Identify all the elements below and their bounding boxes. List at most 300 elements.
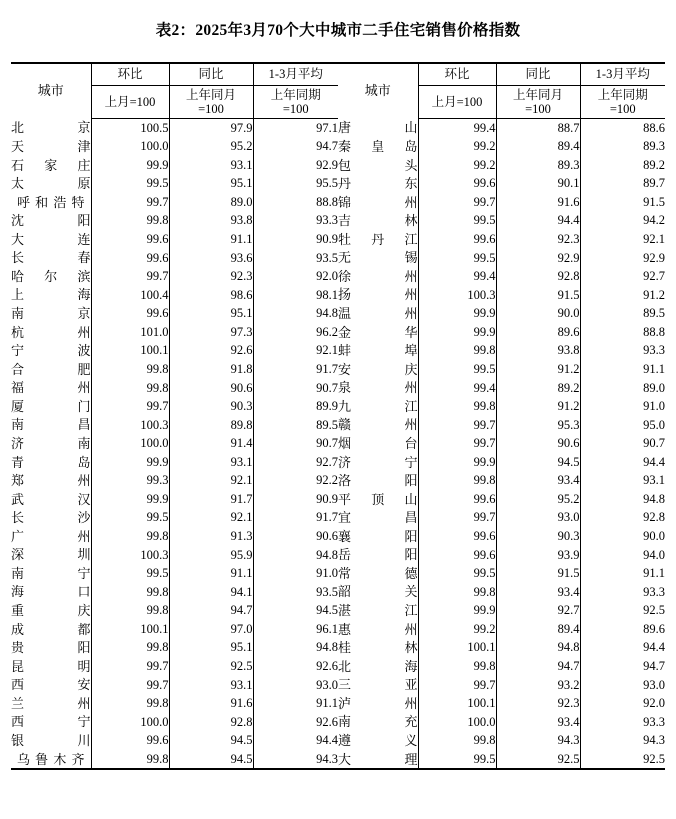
yoy-cell-right: 93.4 [496, 713, 580, 732]
mom-cell-right: 100.3 [418, 286, 496, 305]
mom-cell-right: 99.5 [418, 360, 496, 379]
table-row [11, 267, 665, 286]
city-cell-left: 呼 和 浩 特 [11, 193, 91, 212]
yoy-cell-left: 91.7 [169, 490, 253, 509]
city-cell-left: 济 南 [11, 435, 91, 451]
mom-cell-left: 99.8 [91, 750, 169, 770]
mom-cell-right: 99.5 [418, 249, 496, 268]
city-cell-right: 韶 关 [338, 584, 418, 600]
yoy-cell-left: 93.6 [169, 249, 253, 268]
yoy-cell-left: 92.3 [169, 267, 253, 286]
yoy-cell-right: 93.8 [496, 341, 580, 360]
mom-cell-left: 99.5 [91, 174, 169, 193]
table-row [11, 694, 665, 713]
yoy-cell-right: 93.4 [496, 583, 580, 602]
mom-cell-right: 99.6 [418, 230, 496, 249]
mom-cell-left: 99.7 [91, 193, 169, 212]
mom-cell-left: 99.7 [91, 675, 169, 694]
avg-cell-left: 93.0 [316, 677, 338, 692]
mom-cell-right: 99.4 [418, 118, 496, 137]
mom-cell-right: 100.1 [418, 694, 496, 713]
yoy-cell-right: 93.9 [496, 546, 580, 565]
yoy-cell-left: 95.1 [169, 304, 253, 323]
yoy-cell-right: 89.4 [496, 620, 580, 639]
mom-cell-right: 99.9 [418, 453, 496, 472]
table-row [11, 546, 665, 565]
yoy-cell-right: 90.1 [496, 174, 580, 193]
yoy-cell-right: 93.2 [496, 675, 580, 694]
mom-cell-right: 99.9 [418, 601, 496, 620]
mom-cell-right: 99.7 [418, 193, 496, 212]
table-row [11, 713, 665, 732]
city-cell-right: 三 亚 [338, 677, 418, 693]
mom-cell-left: 100.0 [91, 713, 169, 732]
yoy-cell-left: 92.6 [169, 341, 253, 360]
city-cell-left: 沈 阳 [11, 213, 91, 229]
header-group-mom-right: 环比 [418, 63, 496, 86]
city-cell-right: 洛 阳 [338, 473, 418, 489]
city-cell-right: 湛 江 [338, 603, 418, 618]
avg-cell-left: 94.4 [316, 733, 338, 748]
yoy-cell-left: 94.5 [169, 750, 253, 770]
yoy-cell-right: 93.0 [496, 508, 580, 527]
mom-cell-left: 99.5 [91, 508, 169, 527]
yoy-cell-left: 97.9 [169, 118, 253, 137]
avg-cell-left: 98.1 [316, 287, 338, 302]
yoy-cell-right: 94.4 [496, 211, 580, 230]
header-sub-mom-right-line1: 上月=100 [431, 94, 483, 109]
avg-cell-left: 90.6 [316, 529, 338, 543]
yoy-cell-left: 91.4 [169, 434, 253, 453]
avg-cell-right: 92.1 [643, 232, 665, 246]
avg-cell-right: 94.7 [643, 658, 665, 673]
mom-cell-left: 99.6 [91, 304, 169, 323]
mom-cell-left: 100.1 [91, 341, 169, 360]
avg-cell-right: 91.1 [643, 361, 665, 376]
page-title: 表2：2025年3月70个大中城市二手住宅销售价格指数 [155, 22, 521, 39]
avg-cell-left: 93.5 [316, 584, 338, 599]
table-row [11, 211, 665, 230]
mom-cell-right: 99.8 [418, 583, 496, 602]
table-row [11, 378, 665, 397]
city-cell-right: 徐 州 [338, 268, 418, 284]
yoy-cell-right: 92.7 [496, 601, 580, 620]
yoy-cell-left: 91.3 [169, 527, 253, 546]
yoy-cell-left: 93.1 [169, 675, 253, 694]
city-cell-left: 长 沙 [11, 510, 91, 526]
header-row-groups [11, 63, 665, 86]
avg-cell-right: 95.0 [643, 417, 665, 432]
yoy-cell-left: 93.1 [169, 453, 253, 472]
header-sub-yoy-right-line2: =100 [525, 101, 551, 116]
mom-cell-left: 99.7 [91, 397, 169, 416]
avg-cell-right: 93.3 [643, 343, 665, 358]
avg-cell-left: 90.9 [316, 232, 338, 246]
yoy-cell-left: 91.1 [169, 564, 253, 583]
city-cell-left: 海 口 [11, 584, 91, 600]
avg-cell-left: 91.0 [316, 566, 338, 581]
yoy-cell-right: 95.3 [496, 416, 580, 435]
mom-cell-left: 99.3 [91, 471, 169, 490]
avg-cell-left: 90.7 [316, 380, 338, 395]
yoy-cell-right: 89.4 [496, 137, 580, 156]
yoy-cell-right: 92.5 [496, 750, 580, 770]
city-cell-right: 泉 州 [338, 380, 418, 396]
avg-cell-left: 90.9 [316, 491, 338, 506]
mom-cell-right: 99.4 [418, 267, 496, 286]
yoy-cell-right: 89.2 [496, 378, 580, 397]
city-cell-right: 包 头 [338, 157, 418, 173]
avg-cell-left: 95.5 [316, 176, 338, 191]
avg-cell-left: 94.8 [316, 306, 338, 321]
avg-cell-left: 96.1 [316, 621, 338, 636]
table-row [11, 583, 665, 602]
table-row [11, 286, 665, 305]
city-cell-right: 遵 义 [338, 732, 418, 748]
city-cell-right: 扬 州 [338, 287, 418, 303]
mom-cell-left: 99.8 [91, 583, 169, 602]
mom-cell-left: 99.8 [91, 694, 169, 713]
avg-cell-right: 89.5 [643, 306, 665, 321]
city-cell-right: 牡 丹 江 [338, 231, 418, 247]
mom-cell-right: 99.2 [418, 620, 496, 639]
city-cell-right: 烟 台 [338, 435, 418, 451]
table-row [11, 323, 665, 342]
avg-cell-right: 91.1 [643, 566, 665, 581]
yoy-cell-right: 91.6 [496, 193, 580, 212]
yoy-cell-left: 95.1 [169, 174, 253, 193]
avg-cell-right: 94.2 [643, 213, 665, 228]
avg-cell-right: 88.6 [643, 120, 665, 135]
mom-cell-right: 99.6 [418, 527, 496, 546]
yoy-cell-right: 94.3 [496, 731, 580, 750]
header-sub-avg-right-line1: 上年同期 [597, 87, 648, 102]
yoy-cell-left: 93.1 [169, 156, 253, 175]
yoy-cell-right: 92.8 [496, 267, 580, 286]
yoy-cell-left: 93.8 [169, 211, 253, 230]
header-group-yoy-right: 同比 [496, 63, 580, 86]
mom-cell-left: 100.3 [91, 416, 169, 435]
avg-cell-left: 94.7 [316, 139, 338, 154]
city-cell-left: 西 安 [11, 677, 91, 693]
header-sub-yoy-left [169, 85, 253, 118]
table-row [11, 638, 665, 657]
city-cell-left: 乌 鲁 木 齐 [11, 750, 91, 770]
yoy-cell-right: 91.2 [496, 360, 580, 379]
header-sub-avg-left-line1: 上年同期 [270, 87, 321, 102]
avg-cell-left: 92.1 [316, 343, 338, 358]
city-cell-right: 桂 林 [338, 640, 418, 656]
avg-cell-right: 89.2 [643, 157, 665, 172]
header-sub-mom-right [418, 85, 496, 118]
yoy-cell-right: 95.2 [496, 490, 580, 509]
table-row [11, 490, 665, 509]
header-sub-avg-right [580, 85, 665, 118]
mom-cell-right: 99.8 [418, 397, 496, 416]
avg-cell-right: 89.3 [643, 139, 665, 154]
table-row [11, 230, 665, 249]
yoy-cell-left: 97.3 [169, 323, 253, 342]
table-row [11, 174, 665, 193]
mom-cell-right: 99.9 [418, 304, 496, 323]
city-cell-left: 贵 阳 [11, 640, 91, 656]
city-cell-left: 长 春 [11, 250, 91, 266]
mom-cell-left: 100.0 [91, 434, 169, 453]
mom-cell-right: 99.8 [418, 731, 496, 750]
city-cell-left: 青 岛 [11, 454, 91, 470]
city-cell-right: 九 江 [338, 398, 418, 414]
yoy-cell-right: 94.8 [496, 638, 580, 657]
city-cell-right: 唐 山 [338, 118, 418, 137]
avg-cell-right: 92.8 [643, 510, 665, 525]
avg-cell-left: 97.1 [316, 120, 338, 135]
mom-cell-right: 99.4 [418, 378, 496, 397]
avg-cell-right: 93.3 [643, 584, 665, 599]
avg-cell-left: 94.3 [253, 750, 338, 770]
yoy-cell-left: 91.1 [169, 230, 253, 249]
yoy-cell-left: 98.6 [169, 286, 253, 305]
yoy-cell-right: 91.5 [496, 564, 580, 583]
avg-cell-right: 89.0 [643, 380, 665, 395]
table-row [11, 564, 665, 583]
city-cell-left: 南 昌 [11, 417, 91, 433]
mom-cell-right: 99.7 [418, 416, 496, 435]
table-row [11, 675, 665, 694]
mom-cell-right: 99.7 [418, 675, 496, 694]
city-cell-right: 蚌 埠 [338, 343, 418, 359]
yoy-cell-left: 95.2 [169, 137, 253, 156]
mom-cell-left: 99.9 [91, 453, 169, 472]
table-row [11, 657, 665, 676]
mom-cell-left: 99.7 [91, 267, 169, 286]
avg-cell-right: 94.3 [643, 733, 665, 748]
avg-cell-left: 88.8 [316, 194, 338, 209]
yoy-cell-left: 94.5 [169, 731, 253, 750]
yoy-cell-left: 97.0 [169, 620, 253, 639]
city-cell-right: 平 顶 山 [338, 491, 418, 507]
avg-cell-right: 92.0 [643, 696, 665, 711]
avg-cell-right: 93.1 [643, 473, 665, 488]
mom-cell-left: 99.8 [91, 378, 169, 397]
mom-cell-right: 99.9 [418, 323, 496, 342]
header-sub-avg-right-line2: =100 [609, 101, 636, 116]
city-cell-right: 岳 阳 [338, 547, 418, 563]
header-sub-mom-left-line1: 上月=100 [104, 94, 156, 109]
city-cell-right: 惠 州 [338, 621, 418, 637]
avg-cell-right: 91.2 [643, 287, 665, 302]
mom-cell-left: 99.8 [91, 211, 169, 230]
table-row [11, 434, 665, 453]
table-row [11, 453, 665, 472]
avg-cell-left: 90.7 [316, 436, 338, 451]
avg-cell-right: 91.0 [643, 399, 665, 414]
mom-cell-right: 99.2 [418, 156, 496, 175]
city-cell-right: 宜 昌 [338, 510, 418, 526]
price-index-table [11, 62, 665, 771]
mom-cell-left: 101.0 [91, 323, 169, 342]
avg-cell-left: 91.7 [316, 510, 338, 525]
avg-cell-right: 94.8 [643, 491, 665, 506]
header-sub-yoy-left-line2: =100 [198, 101, 224, 116]
header-city-left: 城市 [11, 63, 91, 119]
mom-cell-left: 99.9 [91, 156, 169, 175]
yoy-cell-right: 89.6 [496, 323, 580, 342]
city-cell-left: 合 肥 [11, 361, 91, 377]
city-cell-right: 安 庆 [338, 361, 418, 377]
mom-cell-left: 100.1 [91, 620, 169, 639]
mom-cell-right: 99.6 [418, 490, 496, 509]
yoy-cell-right: 90.0 [496, 304, 580, 323]
avg-cell-right: 88.8 [643, 324, 665, 339]
table-row [11, 527, 665, 546]
avg-cell-left: 91.1 [316, 696, 338, 711]
yoy-cell-left: 92.1 [169, 471, 253, 490]
avg-cell-left: 92.0 [316, 269, 338, 284]
city-cell-left: 深 圳 [11, 547, 91, 563]
avg-cell-right: 94.0 [643, 547, 665, 562]
mom-cell-left: 100.3 [91, 546, 169, 565]
city-cell-right: 南 充 [338, 714, 418, 730]
yoy-cell-right: 89.3 [496, 156, 580, 175]
header-sub-yoy-right [496, 85, 580, 118]
header-group-yoy-left: 同比 [169, 63, 253, 86]
mom-cell-left: 100.0 [91, 137, 169, 156]
city-cell-left: 广 州 [11, 528, 91, 544]
mom-cell-right: 100.1 [418, 638, 496, 657]
avg-cell-left: 92.6 [316, 714, 338, 729]
table-row [11, 118, 665, 137]
yoy-cell-left: 92.1 [169, 508, 253, 527]
mom-cell-left: 99.6 [91, 249, 169, 268]
city-cell-right: 丹 东 [338, 176, 418, 192]
table-row [11, 304, 665, 323]
header-sub-avg-left [253, 85, 338, 118]
city-cell-left: 宁 波 [11, 343, 91, 359]
city-cell-left: 福 州 [11, 380, 91, 396]
table-row [11, 601, 665, 620]
avg-cell-right: 93.3 [643, 714, 665, 729]
yoy-cell-right: 92.3 [496, 230, 580, 249]
header-group-avg-left: 1-3月平均 [253, 63, 338, 86]
avg-cell-right: 93.0 [643, 677, 665, 692]
mom-cell-left: 100.4 [91, 286, 169, 305]
mom-cell-left: 99.6 [91, 731, 169, 750]
city-cell-left: 厦 门 [11, 398, 91, 414]
avg-cell-left: 92.7 [316, 454, 338, 469]
mom-cell-right: 99.5 [418, 564, 496, 583]
yoy-cell-right: 91.5 [496, 286, 580, 305]
avg-cell-left: 91.7 [316, 361, 338, 376]
city-cell-left: 北 京 [11, 118, 91, 137]
yoy-cell-left: 90.3 [169, 397, 253, 416]
city-cell-left: 南 京 [11, 306, 91, 321]
table-row [11, 137, 665, 156]
yoy-cell-left: 89.8 [169, 416, 253, 435]
header-sub-mom-left [91, 85, 169, 118]
header-group-mom-left: 环比 [91, 63, 169, 86]
table-row [11, 341, 665, 360]
avg-cell-right: 92.7 [643, 269, 665, 284]
avg-cell-right: 90.0 [643, 529, 665, 543]
city-cell-left: 石 家 庄 [11, 157, 91, 173]
table-row [11, 249, 665, 268]
mom-cell-left: 99.8 [91, 360, 169, 379]
yoy-cell-right: 90.3 [496, 527, 580, 546]
mom-cell-right: 99.8 [418, 471, 496, 490]
avg-cell-right: 91.5 [643, 194, 665, 209]
city-cell-right: 无 锡 [338, 250, 418, 266]
avg-cell-left: 92.9 [316, 157, 338, 172]
header-group-avg-right: 1-3月平均 [580, 63, 665, 86]
city-cell-left: 银 川 [11, 732, 91, 748]
city-cell-left: 上 海 [11, 287, 91, 303]
yoy-cell-right: 94.5 [496, 453, 580, 472]
mom-cell-right: 100.0 [418, 713, 496, 732]
avg-cell-left: 96.2 [316, 324, 338, 339]
mom-cell-left: 99.8 [91, 527, 169, 546]
city-cell-left: 南 宁 [11, 565, 91, 581]
city-cell-left: 西 宁 [11, 714, 91, 730]
yoy-cell-right: 88.7 [496, 118, 580, 137]
table-body [11, 118, 665, 769]
city-cell-left: 杭 州 [11, 324, 91, 340]
avg-cell-right: 92.5 [643, 603, 665, 618]
table-row [11, 750, 665, 770]
avg-cell-left: 89.9 [316, 399, 338, 414]
yoy-cell-left: 90.6 [169, 378, 253, 397]
city-cell-right: 秦 皇 岛 [338, 138, 418, 154]
table-row [11, 620, 665, 639]
yoy-cell-left: 94.7 [169, 601, 253, 620]
city-cell-right: 金 华 [338, 324, 418, 340]
yoy-cell-left: 91.6 [169, 694, 253, 713]
table-header [11, 63, 665, 119]
avg-cell-left: 94.5 [316, 603, 338, 618]
avg-cell-left: 93.5 [316, 250, 338, 265]
yoy-cell-left: 89.0 [169, 193, 253, 212]
city-cell-right: 大 理 [338, 750, 418, 770]
mom-cell-right: 99.8 [418, 341, 496, 360]
avg-cell-left: 92.6 [316, 658, 338, 673]
avg-cell-right: 94.4 [643, 454, 665, 469]
city-cell-left: 郑 州 [11, 473, 91, 489]
city-cell-right: 吉 林 [338, 213, 418, 229]
yoy-cell-right: 94.7 [496, 657, 580, 676]
avg-cell-right: 90.7 [643, 436, 665, 451]
table-row [11, 508, 665, 527]
city-cell-left: 武 汉 [11, 491, 91, 507]
city-cell-left: 昆 明 [11, 658, 91, 674]
city-cell-right: 温 州 [338, 306, 418, 321]
city-cell-left: 大 连 [11, 231, 91, 247]
table-row [11, 156, 665, 175]
mom-cell-left: 99.9 [91, 490, 169, 509]
header-sub-avg-left-line2: =100 [282, 101, 309, 116]
city-cell-left: 太 原 [11, 176, 91, 192]
yoy-cell-left: 92.5 [169, 657, 253, 676]
table-row [11, 731, 665, 750]
mom-cell-left: 99.6 [91, 230, 169, 249]
avg-cell-left: 89.5 [316, 417, 338, 432]
mom-cell-left: 99.7 [91, 657, 169, 676]
city-cell-right: 北 海 [338, 658, 418, 674]
city-cell-right: 锦 州 [338, 194, 418, 210]
mom-cell-left: 99.8 [91, 601, 169, 620]
city-cell-right: 常 德 [338, 565, 418, 581]
yoy-cell-left: 92.8 [169, 713, 253, 732]
avg-cell-right: 89.6 [643, 621, 665, 636]
yoy-cell-right: 92.3 [496, 694, 580, 713]
